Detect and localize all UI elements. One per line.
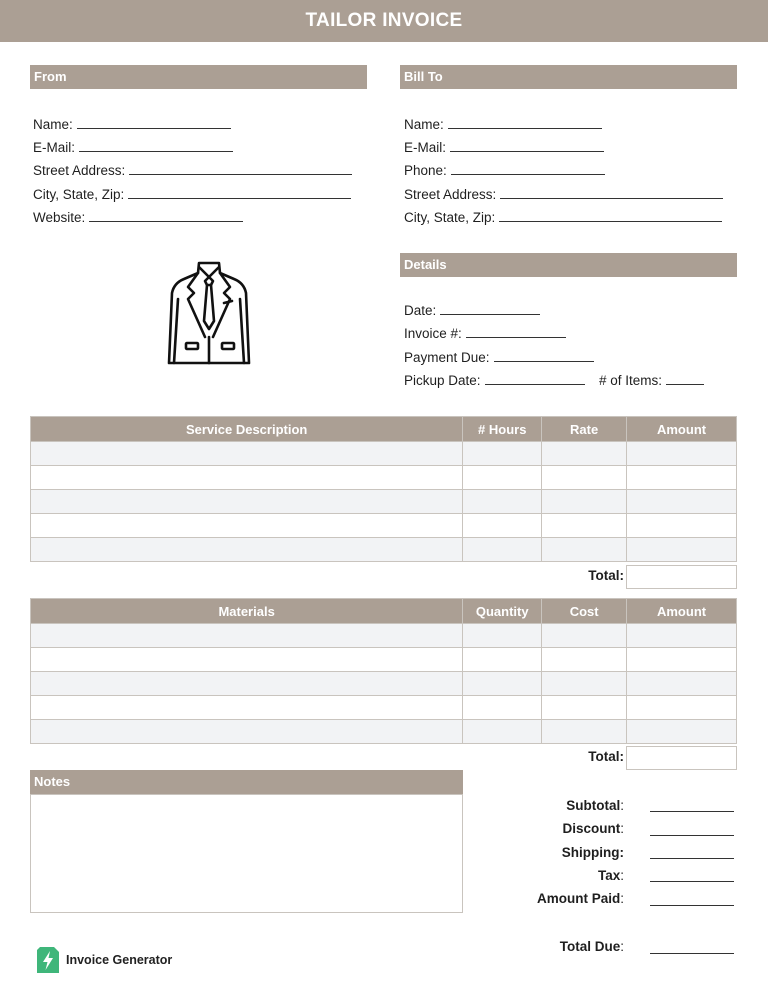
notes-heading: Notes xyxy=(30,770,463,794)
details-heading: Details xyxy=(400,253,737,277)
brand-name: Invoice Generator xyxy=(66,953,173,967)
bill-to-heading: Bill To xyxy=(400,65,737,89)
table-row xyxy=(31,648,737,672)
invoice-number-field[interactable]: Invoice #: xyxy=(404,325,566,342)
col-service-description: Service Description xyxy=(31,417,463,442)
table-row xyxy=(31,514,737,538)
col-amount: Amount xyxy=(627,599,737,624)
amount-paid-label: Amount Paid: xyxy=(536,891,624,906)
discount-label: Discount: xyxy=(562,821,624,836)
bill-phone-field[interactable]: Phone: xyxy=(404,162,605,179)
subtotal-label: Subtotal: xyxy=(566,798,624,813)
services-table xyxy=(30,416,737,562)
col-quantity: Quantity xyxy=(463,599,542,624)
materials-total-label: Total: xyxy=(588,749,624,764)
from-street-field[interactable]: Street Address: xyxy=(33,162,352,179)
shipping-line[interactable] xyxy=(650,858,734,859)
total-due-label: Total Due: xyxy=(559,939,624,954)
table-row xyxy=(31,538,737,562)
table-row xyxy=(31,720,737,744)
total-due-line[interactable] xyxy=(650,953,734,954)
materials-total-box[interactable] xyxy=(626,746,737,770)
bill-email-field[interactable]: E-Mail: xyxy=(404,139,604,156)
col-cost: Cost xyxy=(542,599,627,624)
from-city-field[interactable]: City, State, Zip: xyxy=(33,186,351,203)
col-amount: Amount xyxy=(627,417,737,442)
pickup-date-field[interactable]: Pickup Date: xyxy=(404,372,585,389)
from-website-field[interactable]: Website: xyxy=(33,209,243,226)
jacket-icon xyxy=(164,259,254,367)
tax-label: Tax: xyxy=(597,868,624,883)
from-name-field[interactable]: Name: xyxy=(33,116,231,133)
notes-textarea[interactable] xyxy=(30,794,463,913)
shipping-label: Shipping: xyxy=(561,845,624,860)
materials-table xyxy=(30,598,737,744)
table-row xyxy=(31,466,737,490)
invoice-title: TAILOR INVOICE xyxy=(0,0,768,42)
table-row xyxy=(31,624,737,648)
bill-name-field[interactable]: Name: xyxy=(404,116,602,133)
table-row xyxy=(31,442,737,466)
table-row xyxy=(31,490,737,514)
bill-street-field[interactable]: Street Address: xyxy=(404,186,723,203)
col-hours: # Hours xyxy=(463,417,542,442)
amount-paid-line[interactable] xyxy=(650,905,734,906)
num-items-field[interactable]: # of Items: xyxy=(599,372,704,389)
lightning-bolt-icon xyxy=(37,947,59,973)
col-rate: Rate xyxy=(542,417,627,442)
payment-due-field[interactable]: Payment Due: xyxy=(404,349,594,366)
services-total-label: Total: xyxy=(588,568,624,583)
table-row xyxy=(31,672,737,696)
table-row xyxy=(31,696,737,720)
services-total-box[interactable] xyxy=(626,565,737,589)
subtotal-line[interactable] xyxy=(650,811,734,812)
from-heading: From xyxy=(30,65,367,89)
bill-city-field[interactable]: City, State, Zip: xyxy=(404,209,722,226)
col-materials: Materials xyxy=(31,599,463,624)
date-field[interactable]: Date: xyxy=(404,302,540,319)
from-email-field[interactable]: E-Mail: xyxy=(33,139,233,156)
tax-line[interactable] xyxy=(650,881,734,882)
discount-line[interactable] xyxy=(650,835,734,836)
